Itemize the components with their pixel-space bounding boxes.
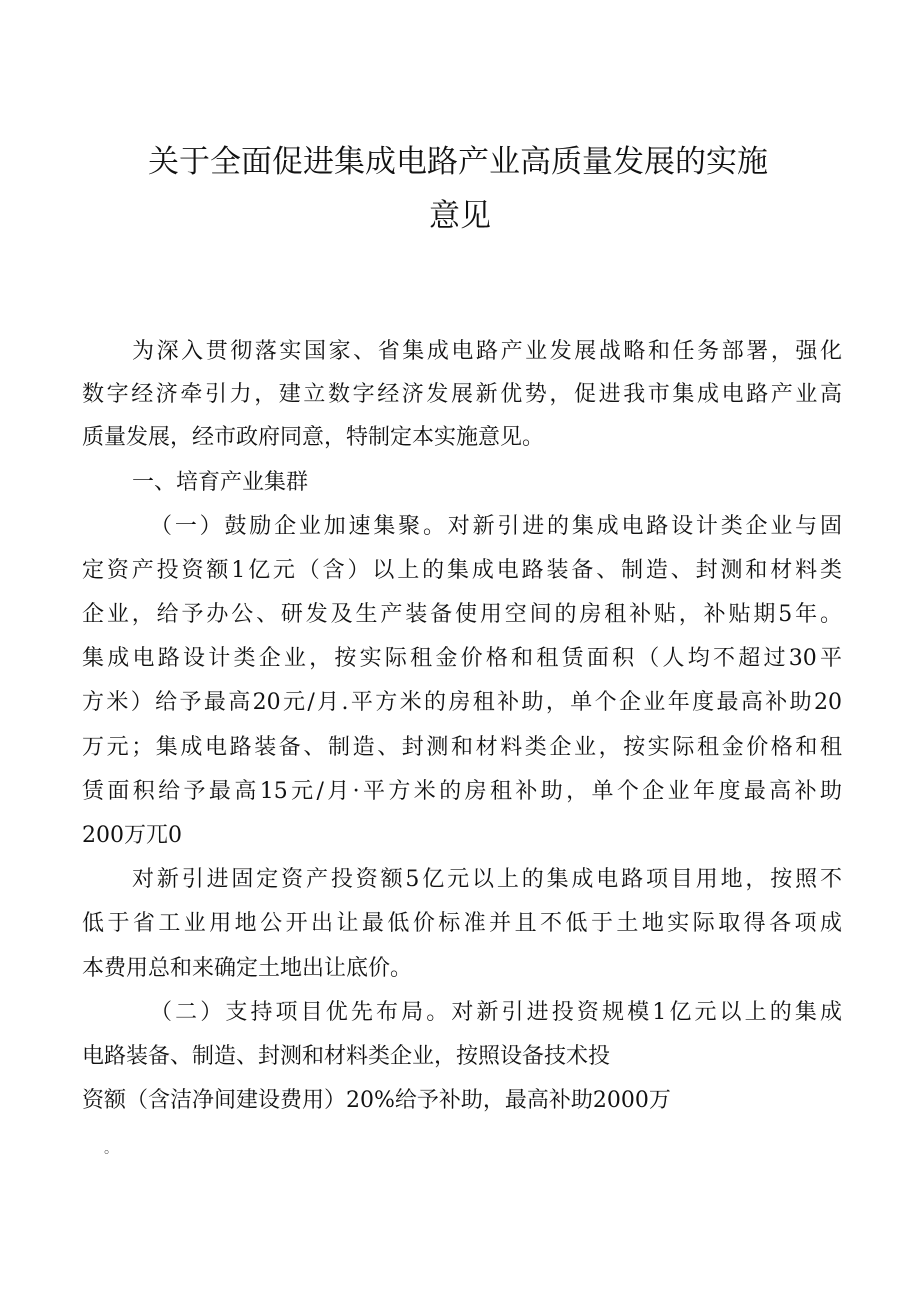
paragraph-1-line-2: 定资产投资额1亿元（含）以上的集成电路装备、制造、封测和材料类 bbox=[82, 558, 842, 583]
paragraph-1-line-1: （一）鼓励企业加速集聚。对新引进的集成电路设计类企业与固 bbox=[150, 514, 842, 539]
paragraph-1-line-3: 企业，给予办公、研发及生产装备使用空间的房租补贴，补贴期5年。 bbox=[82, 602, 842, 627]
paragraph-2-line-1: 对新引进固定资产投资额5亿元以上的集成电路项目用地，按照不 bbox=[132, 867, 842, 892]
paragraph-3-line-2: 电路装备、制造、封测和材料类企业，按照设备技术投 bbox=[82, 1044, 611, 1069]
document-title-line-2: 意见 bbox=[429, 198, 491, 234]
paragraph-1-line-5: 方米）给予最高20元/月.平方米的房租补助，单个企业年度最高补助20 bbox=[82, 690, 842, 715]
paragraph-1-line-6: 万元；集成电路装备、制造、封测和材料类企业，按实际租金价格和租 bbox=[82, 735, 842, 760]
trailing-period: 。 bbox=[104, 1141, 118, 1157]
paragraph-1-line-4: 集成电路设计类企业，按实际租金价格和租赁面积（人均不超过30平 bbox=[82, 646, 842, 671]
paragraph-intro-line-1: 为深入贯彻落实国家、省集成电路产业发展战略和任务部署，强化 bbox=[132, 339, 842, 364]
paragraph-3-line-1: （二）支持项目优先布局。对新引进投资规模1亿元以上的集成 bbox=[150, 1000, 842, 1025]
paragraph-2-line-3: 本费用总和来确定土地出让底价。 bbox=[82, 956, 413, 981]
paragraph-intro-line-3: 质量发展，经市政府同意，特制定本实施意见。 bbox=[82, 425, 545, 450]
paragraph-3-line-3: 资额（含洁净间建设费用）20%给予补助，最高补助2000万 bbox=[82, 1088, 671, 1113]
section-heading-1: 一、培育产业集群 bbox=[132, 470, 309, 495]
paragraph-1-line-7: 赁面积给予最高15元/月·平方米的房租补助，单个企业年度最高补助 bbox=[82, 779, 842, 804]
paragraph-intro-line-2: 数字经济牵引力，建立数字经济发展新优势，促进我市集成电路产业高 bbox=[82, 382, 842, 407]
paragraph-1-line-8: 200万兀0 bbox=[82, 823, 182, 848]
document-title-line-1: 关于全面促进集成电路产业高质量发展的实施 bbox=[148, 144, 768, 180]
paragraph-2-line-2: 低于省工业用地公开出让最低价标准并且不低于土地实际取得各项成 bbox=[82, 911, 842, 936]
